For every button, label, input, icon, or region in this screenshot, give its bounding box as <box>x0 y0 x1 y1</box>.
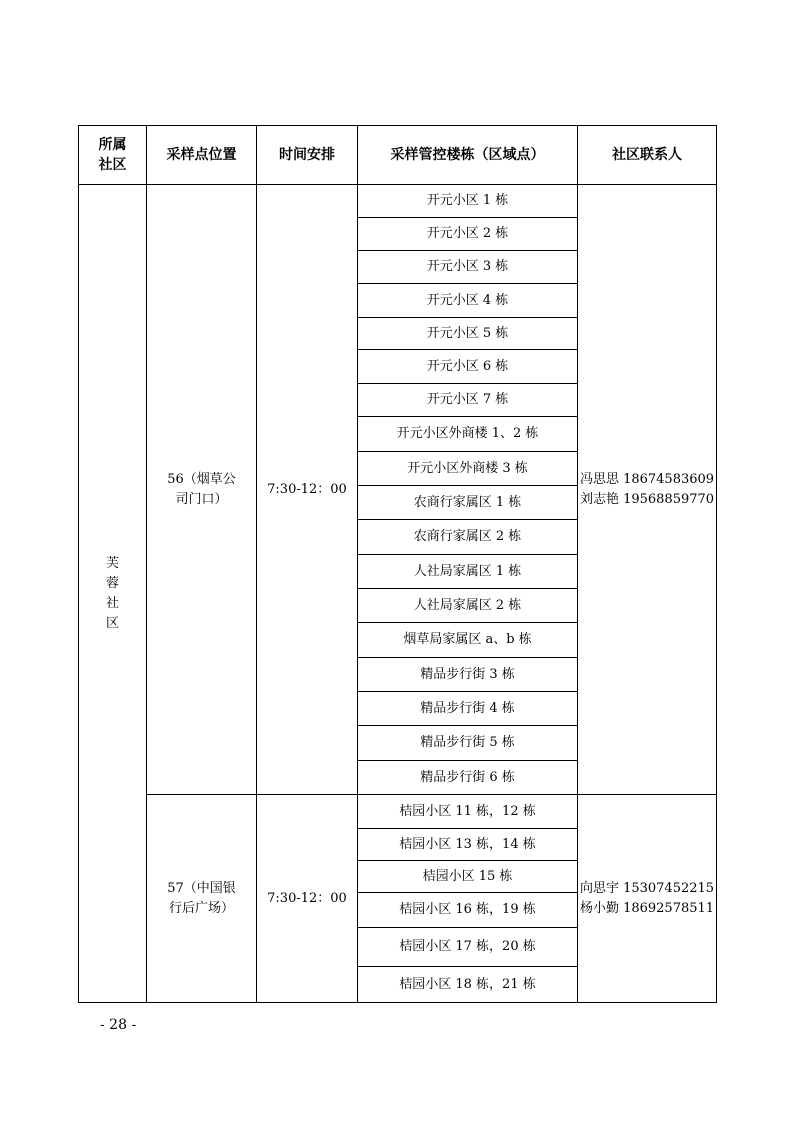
area-cell: 烟草局家属区 a、b 栋 <box>358 623 578 658</box>
area-cell: 桔园小区 11 栋，12 栋 <box>358 795 578 829</box>
contacts-cell <box>578 185 717 795</box>
area-cell: 农商行家属区 2 栋 <box>358 520 578 555</box>
community-name: 芙蓉社区 <box>105 555 119 631</box>
area-cell: 精品步行街 6 栋 <box>358 761 578 795</box>
area-cell: 人社局家属区 2 栋 <box>358 589 578 623</box>
area-cell: 开元小区 3 栋 <box>358 251 578 284</box>
contact-entry: 冯思思 18674583609 <box>579 471 715 487</box>
area-cell: 精品步行街 5 栋 <box>358 726 578 761</box>
area-cell: 桔园小区 17 栋，20 栋 <box>358 928 578 967</box>
table-row <box>79 795 717 829</box>
area-cell: 开元小区 2 栋 <box>358 218 578 251</box>
area-cell: 农商行家属区 1 栋 <box>358 486 578 520</box>
area-cell: 桔园小区 16 栋，19 栋 <box>358 893 578 928</box>
site-cell: 56（烟草公司门口） <box>147 185 257 795</box>
site-cell: 57（中国银行后广场） <box>147 795 257 1003</box>
area-cell: 精品步行街 3 栋 <box>358 658 578 692</box>
area-cell: 开元小区外商楼 1、2 栋 <box>358 417 578 452</box>
area-cell: 桔园小区 15 栋 <box>358 861 578 893</box>
area-cell: 开元小区 4 栋 <box>358 284 578 318</box>
header-community: 所属社区 <box>79 126 147 185</box>
sampling-schedule-table <box>78 125 717 1003</box>
area-cell: 精品步行街 4 栋 <box>358 692 578 726</box>
header-contacts: 社区联系人 <box>578 126 717 185</box>
area-cell: 开元小区 6 栋 <box>358 350 578 384</box>
page-number: - 28 - <box>100 1017 137 1033</box>
area-cell: 开元小区 7 栋 <box>358 384 578 417</box>
area-cell: 开元小区外商楼 3 栋 <box>358 452 578 486</box>
area-cell: 开元小区 1 栋 <box>358 185 578 218</box>
area-cell: 桔园小区 18 栋，21 栋 <box>358 967 578 1003</box>
time-cell: 7:30-12：00 <box>257 185 358 795</box>
time-cell: 7:30-12：00 <box>257 795 358 1003</box>
contacts-cell <box>578 795 717 1003</box>
contact-entry: 杨小勤 18692578511 <box>579 900 715 916</box>
community-cell <box>79 185 147 1003</box>
contact-entry: 刘志艳 19568859770 <box>579 491 715 507</box>
header-areas: 采样管控楼栋（区域点） <box>358 126 578 185</box>
contact-entry: 向思宇 15307452215 <box>579 880 715 896</box>
table-row <box>79 185 717 218</box>
header-site: 采样点位置 <box>147 126 257 185</box>
area-cell: 开元小区 5 栋 <box>358 318 578 350</box>
header-row <box>79 126 717 185</box>
area-cell: 桔园小区 13 栋，14 栋 <box>358 829 578 861</box>
area-cell: 人社局家属区 1 栋 <box>358 555 578 589</box>
table-body <box>79 185 717 1003</box>
header-time: 时间安排 <box>257 126 358 185</box>
